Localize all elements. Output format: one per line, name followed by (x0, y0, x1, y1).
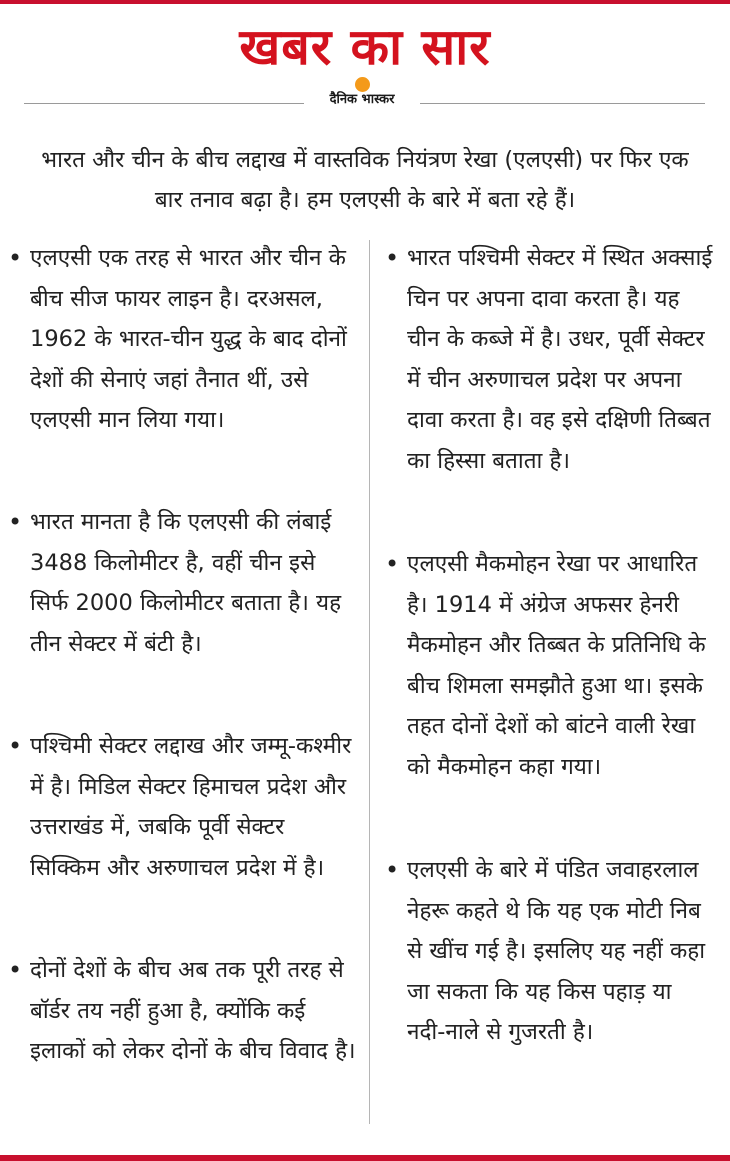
bullet-item (8, 950, 360, 1072)
page-title: खबर का सार (239, 18, 491, 76)
bullet-icon: • (8, 508, 23, 536)
bullet-icon: • (385, 244, 400, 272)
bullet-item (385, 238, 715, 481)
bullet-text: एलएसी एक तरह से भारत और चीन के बीच सीज फायर लाइन है। दरअसल, 1962 के भारत-चीन युद्ध के बाद दोनों देशों की सेनाएं जहां तैनात थीं, उसे एलएसी मान लिया गया। (30, 245, 347, 433)
bullet-text: भारत पश्चिमी सेक्टर में स्थित अक्साई चिन पर अपना दावा करता है। यह चीन के कब्जे में है। उधर, पूर्वी सेक्टर में चीन अरुणाचल प्रदेश पर अपना दावा करता है। वह इसे दक्षिणी तिब्बत का हिस्सा बताता है। (407, 245, 713, 474)
intro-paragraph: भारत और चीन के बीच लद्दाख में वास्तविक नियंत्रण रेखा (एलएसी) पर फिर एक बार तनाव बढ़ा है। हम एलएसी के बारे में बता रहे हैं। (41, 147, 689, 213)
brand-logo (304, 75, 420, 111)
top-accent-bar (0, 0, 730, 4)
bullet-item (385, 850, 715, 1053)
column-divider (369, 240, 370, 1124)
bullet-icon: • (385, 856, 400, 884)
bullet-icon: • (385, 550, 400, 578)
header-rule-right (420, 103, 705, 104)
bullet-item (8, 726, 360, 888)
bullet-icon: • (8, 956, 23, 984)
bullet-text: दोनों देशों के बीच अब तक पूरी तरह से बॉर्डर तय नहीं हुआ है, क्योंकि कई इलाकों को लेकर दोनों के बीच विवाद है। (30, 957, 356, 1064)
bullet-item (385, 544, 715, 787)
bullet-icon: • (8, 732, 23, 760)
bullet-text: पश्चिमी सेक्टर लद्दाख और जम्मू-कश्मीर में है। मिडिल सेक्टर हिमाचल प्रदेश और उत्तराखंड में, जबकि पूर्वी सेक्टर सिक्किम और अरुणाचल प्रदेश में है। (30, 733, 352, 881)
bottom-accent-bar (0, 1155, 730, 1161)
bullet-text: एलएसी मैकमोहन रेखा पर आधारित है। 1914 में अंग्रेज अफसर हेनरी मैकमोहन और तिब्बत के प्रतिनिधि के बीच शिमला समझौते हुआ था। इसके तहत दोनों देशों को बांटने वाली रेखा को मैकमोहन कहा गया। (407, 551, 706, 780)
bullet-item (8, 238, 360, 441)
brand-name: दैनिक भास्कर (329, 92, 395, 107)
sun-icon (355, 77, 370, 92)
header-rule-left (24, 103, 304, 104)
bullet-text: भारत मानता है कि एलएसी की लंबाई 3488 किलोमीटर है, वहीं चीन इसे सिर्फ 2000 किलोमीटर बताता है। यह तीन सेक्टर में बंटी है। (30, 509, 342, 657)
bullet-icon: • (8, 244, 23, 272)
bullet-item (8, 502, 360, 664)
bullet-text: एलएसी के बारे में पंडित जवाहरलाल नेहरू कहते थे कि यह एक मोटी निब से खींच गई है। इसलिए यह नहीं कहा जा सकता कि यह किस पहाड़ या नदी-नाले से गुजरती है। (407, 857, 706, 1045)
